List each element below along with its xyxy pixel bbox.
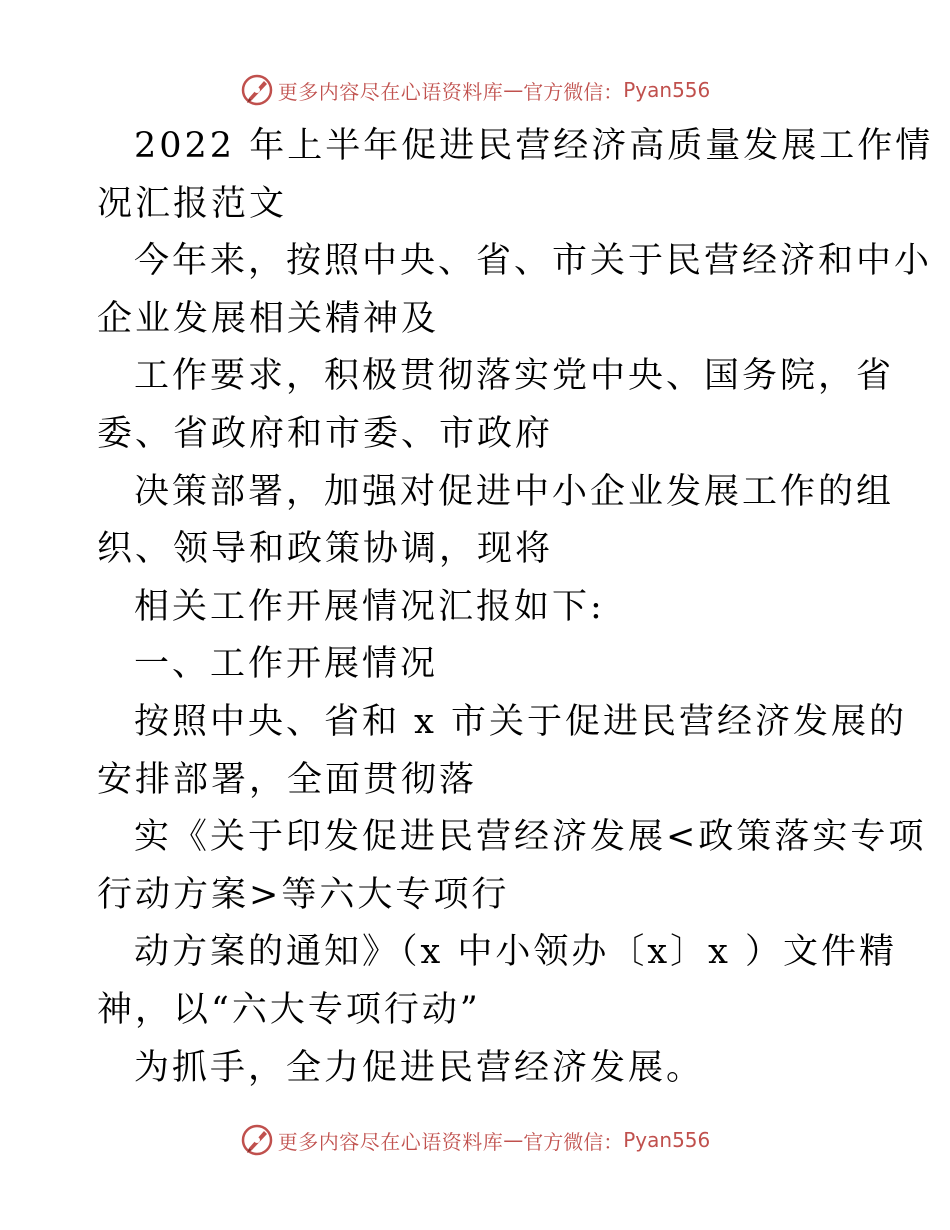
paragraph-line: 委、省政府和市委、市政府 [97,413,554,454]
paragraph-line: 为抓手，全力促进民营经济发展。 [134,1047,705,1088]
paragraph-line: 安排部署，全面贯彻落 [97,759,478,800]
watermark-site-text: 更多内容尽在心语资料库 [277,1129,504,1154]
quill-pen-logo-icon [240,1123,274,1157]
document-title-line-1: 2022 年上半年促进民营经济高质量发展工作情 [134,126,934,166]
paragraph-line: 相关工作开展情况汇报如下: [134,586,605,627]
watermark-dash: — [503,78,524,102]
paragraph-line: 织、领导和政策协调，现将 [97,529,554,570]
section-heading: 一、工作开展情况 [134,644,439,685]
paragraph-line: 决策部署，加强对促进中小企业发展工作的组 [134,471,895,512]
paragraph-line: 今年来，按照中央、省、市关于民营经济和中小 [134,241,933,282]
watermark-site-text: 更多内容尽在心语资料库 [277,79,504,104]
footer-watermark [0,1120,950,1160]
paragraph-line: 工作要求，积极贯彻落实党中央、国务院，省 [134,356,895,397]
paragraph-line: 企业发展相关精神及 [97,298,440,339]
paragraph-line: 动方案的通知》（x 中小领办〔x〕x ）文件精 [134,932,897,973]
quill-pen-logo-icon [240,73,274,107]
paragraph-line: 按照中央、省和 x 市关于促进民营经济发展的 [134,701,907,742]
document-body [97,118,934,1097]
paragraph-line: 实《关于印发促进民营经济发展<政策落实专项 [134,817,927,858]
watermark-contact-id: Pyan556 [623,78,711,102]
paragraph-line: 神，以“六大专项行动” [97,989,481,1030]
header-watermark [0,70,950,110]
paragraph-line: 行动方案>等六大专项行 [97,874,510,915]
watermark-contact-label: 官方微信： [523,1129,624,1154]
watermark-contact-id: Pyan556 [623,1128,711,1152]
watermark-dash: — [503,1128,524,1152]
document-title-line-2: 况汇报范文 [97,183,288,224]
watermark-contact-label: 官方微信： [523,79,624,104]
